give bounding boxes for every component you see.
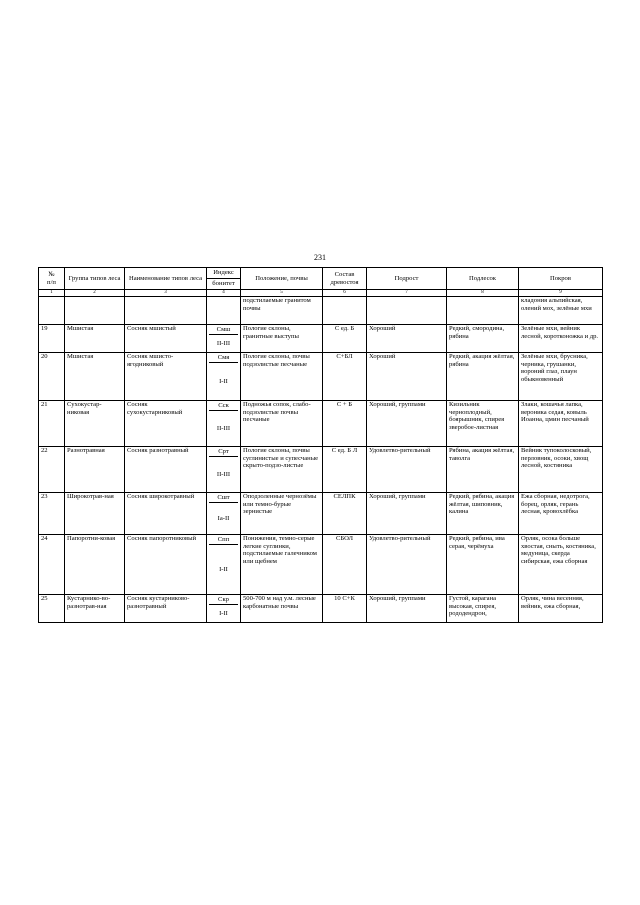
ground-cover: Ежа сборная, недотрога, борец, орляк, герань лесная, кровохлёбка xyxy=(519,493,603,535)
forest-group: Мшистая xyxy=(65,353,125,401)
undergrowth: Хороший, группами xyxy=(367,595,447,623)
forest-type-name: Сосняк папоротниковый xyxy=(125,535,207,595)
underwood: Рябина, акация жёлтая, таволга xyxy=(447,447,519,493)
position-soils: Понижения, темно-серые легкие суглинки, подстилаемые галечником или щебнем xyxy=(241,535,323,595)
underwood: Редкий, акация жёлтая, рябина xyxy=(447,353,519,401)
forest-type-name: Сосняк разнотравный xyxy=(125,447,207,493)
header-group: Группа типов леса xyxy=(65,268,125,290)
index-bonitet-cell xyxy=(207,401,241,447)
column-number: 1 xyxy=(39,290,65,297)
continuation-position: подстилаемые гранитом почвы xyxy=(241,297,323,325)
header-name: Наименование типов леса xyxy=(125,268,207,290)
index-code: Спп xyxy=(209,535,238,545)
forest-group: Разнотравная xyxy=(65,447,125,493)
index-bonitet-cell xyxy=(207,325,241,353)
stand-composition: СЕЛПК xyxy=(323,493,367,535)
index-bonitet-cell xyxy=(207,493,241,535)
position-soils: Пологие склоны, почвы подзолистые песчаные xyxy=(241,353,323,401)
page-number: 231 xyxy=(314,253,326,262)
column-number: 2 xyxy=(65,290,125,297)
forest-group: Мшистая xyxy=(65,325,125,353)
header-cover: Покров xyxy=(519,268,603,290)
forest-group: Кустарнико-во-разнотрав-ная xyxy=(65,595,125,623)
stand-composition: С ед. Б Л xyxy=(323,447,367,493)
table-row xyxy=(39,353,603,401)
row-number: 21 xyxy=(39,401,65,447)
forest-group: Сухокустар-никовая xyxy=(65,401,125,447)
table-row xyxy=(39,447,603,493)
position-soils: Оподзоленные чернозёмы или темно-бурые зернистые xyxy=(241,493,323,535)
table-row xyxy=(39,535,603,595)
header-index: Индекс xyxy=(207,268,241,279)
forest-group: Широкотрав-ная xyxy=(65,493,125,535)
underwood: Кизильник черноплодный, боярышник, спирея зверобое-листная xyxy=(447,401,519,447)
position-soils: Подножья сопок, слабо-подзолистые почвы песчаные xyxy=(241,401,323,447)
bonitet-class: I-II xyxy=(219,609,228,617)
index-bonitet-cell xyxy=(207,535,241,595)
header-underwood: Подлесок xyxy=(447,268,519,290)
header-undergrowth: Подрост xyxy=(367,268,447,290)
column-number: 7 xyxy=(367,290,447,297)
row-number: 24 xyxy=(39,535,65,595)
continuation-row xyxy=(39,297,603,325)
continuation-cover: кладония альпийская, олений мох, зелёные мхи xyxy=(519,297,603,325)
undergrowth: Удовлетво-рительный xyxy=(367,535,447,595)
underwood: Редкий, рябина, акация жёлтая, шиповник, калина xyxy=(447,493,519,535)
header-composition: Состав древостоя xyxy=(323,268,367,290)
stand-composition: С+БЛ xyxy=(323,353,367,401)
undergrowth: Хороший, группами xyxy=(367,401,447,447)
bonitet-class: I-II xyxy=(219,565,228,573)
header-bonitet: бонитет xyxy=(207,279,241,290)
index-code: Скр xyxy=(209,595,238,605)
row-number: 22 xyxy=(39,447,65,493)
header-num: № п/п xyxy=(39,268,65,290)
index-code: Срт xyxy=(209,447,238,457)
column-number: 8 xyxy=(447,290,519,297)
ground-cover: Орляк, осока больше хвостая, сныть, костяника, медуница, скерда сибирская, ежа сборная xyxy=(519,535,603,595)
position-soils: Пологие склоны, почвы суглинистые и супесчаные скрыто-подзо-листые xyxy=(241,447,323,493)
underwood: Густой, карагана высокая, спирея, рододендрон, xyxy=(447,595,519,623)
ground-cover: Вейник тупоколосковый, перловник, осоки, хвощ лесной, костяника xyxy=(519,447,603,493)
undergrowth: Удовлетво-рительный xyxy=(367,447,447,493)
row-number: 25 xyxy=(39,595,65,623)
stand-composition: С + Б xyxy=(323,401,367,447)
ground-cover: Злаки, кошачья лапка, вероника седая, ковыль Иоанна, цмин песчаный xyxy=(519,401,603,447)
column-number: 5 xyxy=(241,290,323,297)
ground-cover: Орляк, чина весенняя, вейник, ежа сборная, xyxy=(519,595,603,623)
bonitet-class: I-II xyxy=(219,377,228,385)
position-soils: 500-700 м над у.м. лесные карбонатные почвы xyxy=(241,595,323,623)
table-row xyxy=(39,493,603,535)
undergrowth: Хороший xyxy=(367,325,447,353)
row-number: 20 xyxy=(39,353,65,401)
undergrowth: Хороший, группами xyxy=(367,493,447,535)
bonitet-class: II-III xyxy=(216,424,231,432)
bonitet-class: II-III xyxy=(216,470,231,478)
column-number: 4 xyxy=(207,290,241,297)
underwood: Редкий, смородина, рябина xyxy=(447,325,519,353)
ground-cover: Зелёные мхи, вейник лесной, коротконожка и др. xyxy=(519,325,603,353)
index-code: Сск xyxy=(209,401,238,411)
underwood: Редкий, рябина, ива серая, черёмуха xyxy=(447,535,519,595)
row-number: 23 xyxy=(39,493,65,535)
index-code: Смш xyxy=(209,325,238,335)
stand-composition: 10 С+К xyxy=(323,595,367,623)
index-bonitet-cell xyxy=(207,447,241,493)
bonitet-class: II-III xyxy=(216,339,231,347)
row-number: 19 xyxy=(39,325,65,353)
header-row xyxy=(39,268,603,279)
index-code: Смя xyxy=(209,353,238,363)
bonitet-class: Ia-II xyxy=(217,514,230,522)
table-row xyxy=(39,325,603,353)
column-number: 6 xyxy=(323,290,367,297)
column-number: 9 xyxy=(519,290,603,297)
column-number: 3 xyxy=(125,290,207,297)
forest-type-name: Сосняк мшистый xyxy=(125,325,207,353)
index-code: Сшт xyxy=(209,493,238,503)
stand-composition: С ед. Б xyxy=(323,325,367,353)
table-row xyxy=(39,595,603,623)
table-row xyxy=(39,401,603,447)
forest-type-name: Сосняк сухокустарниковый xyxy=(125,401,207,447)
index-bonitet-cell xyxy=(207,353,241,401)
ground-cover: Зелёные мхи, брусника, черника, грушанки, вороний глаз, плаун обыкновенный xyxy=(519,353,603,401)
column-number-row xyxy=(39,290,603,297)
undergrowth: Хороший xyxy=(367,353,447,401)
forest-types-table xyxy=(38,267,603,623)
forest-type-name: Сосняк широкотравный xyxy=(125,493,207,535)
forest-type-name: Сосняк кустарниково-разнотравный xyxy=(125,595,207,623)
header-position: Положение, почвы xyxy=(241,268,323,290)
forest-group: Папоротни-ковая xyxy=(65,535,125,595)
index-bonitet-cell xyxy=(207,595,241,623)
forest-type-name: Сосняк мшисто-ягодниковый xyxy=(125,353,207,401)
stand-composition: СБОЛ xyxy=(323,535,367,595)
position-soils: Пологие склоны, гранитные выступы xyxy=(241,325,323,353)
